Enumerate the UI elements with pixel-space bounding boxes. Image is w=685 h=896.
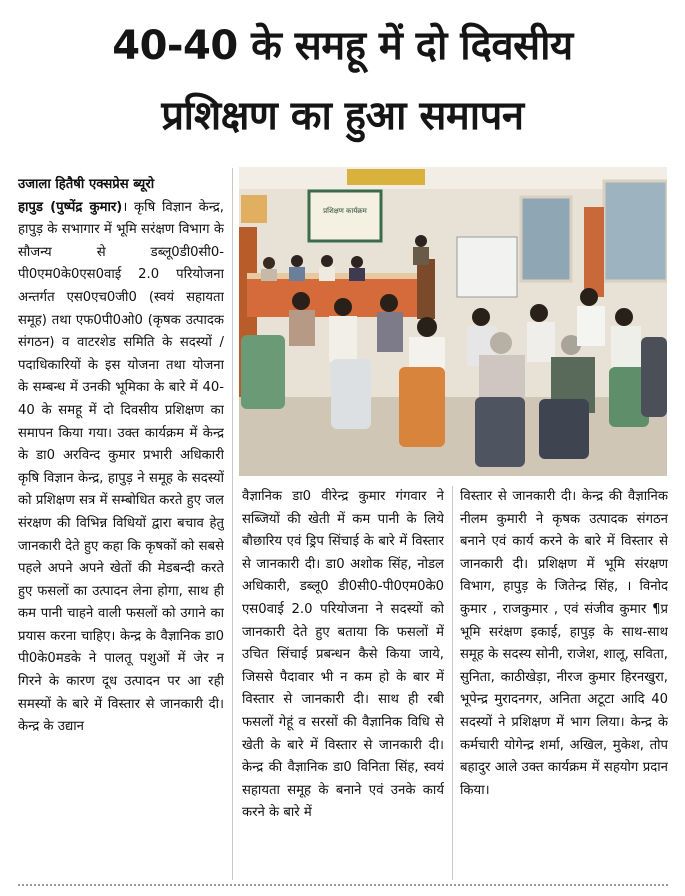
page-bottom-border (18, 884, 668, 886)
headline-line-1: 40-40 के समहू में दो दिवसीय (112, 23, 573, 69)
byline-author: हापुड (पुष्पेंद्र कुमार) (18, 199, 123, 215)
article-column-3 (460, 486, 668, 881)
column-divider-2 (452, 486, 453, 880)
byline-bureau: उजाला हितैषी एक्सप्रेस ब्यूरो (18, 177, 155, 192)
stage-banner-text: प्रशिक्षण कार्यक्रम (323, 207, 367, 215)
article-column-1 (18, 174, 224, 880)
article-text-col2: वैज्ञानिक डा0 वीरेन्द्र कुमार गंगवार ने सब्जियों की खेती में कम पानी के लिये बौछारिय एवं ड्रिप सिंचाई के बारे में विस्तार से जानकारी दी। डा0 अशोक सिंह, नोडल अधिकारी, डब्लू0 डी0सी0-पी0एम0के0 एस0वाई 2.0 परियोजना ने सदस्यों को जानकारी देते हुए बताया कि फसलों में उचित सिंचाई प्रबन्धन कैसे किया जाये, जिससे पैदावार भी न कम हो के बार में विस्तार से जानकारी दी। साथ ही रबी फसलों गेहूं व सरसों की वैज्ञानिक विधि से खेती के बारे में विस्तार से जानकारी दी। केन्द्र की वैज्ञानिक डा0 विनिता सिंह, स्वयं सहायता समूह के बनाने एवं उनके कार्य करने के बारे में (242, 489, 444, 821)
column-divider-1 (232, 168, 233, 880)
article-text-col3: विस्तार से जानकारी दी। केन्द्र की वैज्ञानिक नीलम कुमारी ने कृषक उत्पादक संगठन बनाने एवं कार्य करने के बारे में विस्तार से जानकारी दी। प्रशिक्षण में भूमि संरक्षण विभाग, हापुड़ के जितेन्द्र सिंह, । विनोद कुमार , राजकुमार , एवं संजीव कुमार ¶प्र भूमि सरंक्षण इकाई, हापुड़ के साथ-साथ समूह के सदस्य सोनी, राजेश, शालू, सविता, सुनिता, काठीखेड़ा, नीरज कुमार हिरनखुरा, भूपेन्द्र मुरादनगर, अनिता अटूटा आदि 40 सदस्यों ने प्रशिक्षण में भाग लिया। केन्द्र के कर्मचारी योगेन्द्र शर्मा, अखिल, मुकेश, तोप बहादुर आले उक्त कार्यक्रम में सहयोग प्रदान किया। (460, 489, 668, 798)
article-column-2 (242, 486, 444, 881)
training-hall-photo (239, 167, 667, 476)
headline-line-2: प्रशिक्षण का हुआ समापन (161, 93, 524, 139)
article-text-col1: । कृषि विज्ञान केन्द्र, हापुड़ के सभागार में भूमि सरंक्षण विभाग के सौजन्य से डब्लू0डी0सी0-पी0एम0के0एस0वाई 2.0 परियोजना अन्तर्गत एस0एच0जी0 (स्वयं सहायता समूह) तथा एफ0पी0ओ0 (कृषक उत्पादक संगठन) व वाटरशेड समिति के सदस्यों / पदाधिकारियों के इस योजना तथा योजना के सम्बन्ध में उनकी भूमिका के बारे में 40-40 के समहू में दो दिवसीय प्रशिक्षण का समापन किया गया। उक्त कार्यक्रम में केन्द्र के डा0 अरविन्द कुमार प्रभारी अधिकारी कृषि विज्ञान केन्द्र, हापुड़ ने समूह के सदस्यों को प्रशिक्षण सत्र में सम्बोधित करते हुए जल संरक्षण की विभिन्न विधियों द्वारा बचाव हेतु जानकारी देते हुए कहा कि कृषकों को सबसे पहले अपने अपने खेतों की मेडबन्दी करते हुए फसलों का उत्पादन लेना होगा, साथ ही कम पानी चाहने वाली फसलों को उगाने का प्रयास करना चाहिए। केन्द्र के वैज्ञानिक डा0 पी0के0मडके ने पालतू पशुओं में जेर न गिरने के कारण दूध उत्पादन पर आ रही समस्यों के बारे में विस्तार से जानकारी दी। केन्द्र के उद्यान (18, 199, 224, 735)
event-photo (239, 167, 667, 476)
